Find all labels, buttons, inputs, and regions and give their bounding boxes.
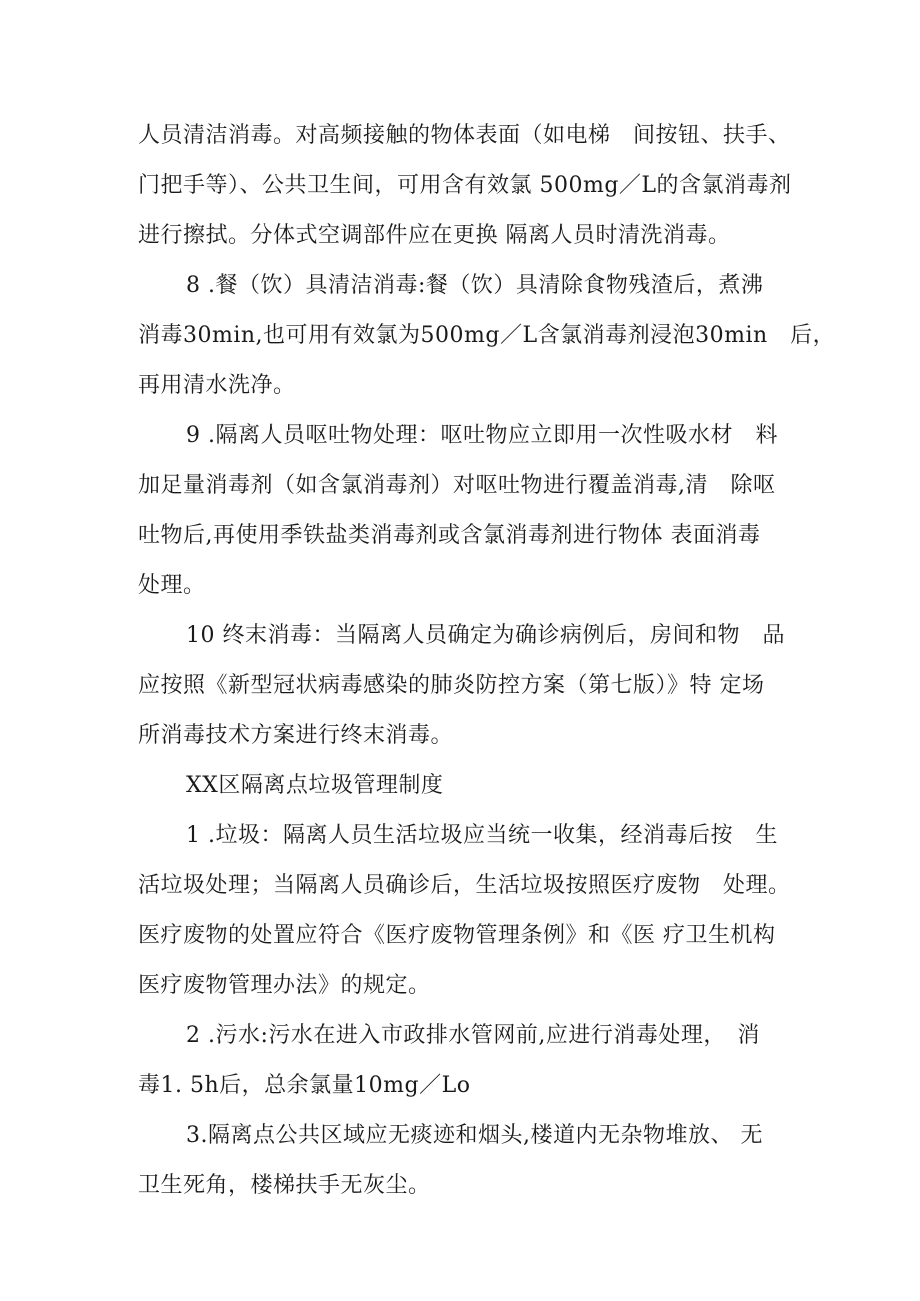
text-line: 应按照《新型冠状病毒感染的肺炎防控方案（第七版）》特 定场 [138,673,765,698]
text-line: 医疗废物的处置应符合《医疗废物管理条例》和《医 疗卫生机构 [138,923,776,948]
text-line: 门把手等）、公共卫生间，可用含有效氯 500mg／L的含氯消毒剂 [138,173,792,198]
paragraph-1-heading-line: 1 .垃圾：隔离人员生活垃圾应当统一收集，经消毒后按 生 [186,823,778,848]
text-line: 人员清洁消毒。对高频接触的物体表面（如电梯 间按钮、扶手、 [138,123,791,148]
text-line: 毒1. 5h后，总余氯量10mg／Lo [138,1073,471,1098]
text-line: 进行擦拭。分体式空调部件应在更换 隔离人员时清洗消毒。 [138,223,731,248]
paragraph-9-heading-line: 9 .隔离人员呕吐物处理：呕吐物应立即用一次性吸水材 料 [186,423,778,448]
text-line: 消毒30min,也可用有效氯为500mg／L含氯消毒剂浸泡30min 后， [138,323,836,348]
text-line: 处理。 [138,573,206,598]
text-line: 医疗废物管理办法》的规定。 [138,973,431,998]
text-line: 所消毒技术方案进行终末消毒。 [138,723,454,748]
paragraph-10-heading-line: 10 终末消毒：当隔离人员确定为确诊病例后，房间和物 品 [186,623,785,648]
text-line: 再用清水洗净。 [138,373,296,398]
paragraph-3-heading-line: 3.隔离点公共区域应无痰迹和烟头,楼道内无杂物堆放、 无 [186,1123,763,1148]
text-line: 卫生死角，楼梯扶手无灰尘。 [138,1173,431,1198]
section-title: XX区隔离点垃圾管理制度 [186,773,444,798]
paragraph-8-heading-line: 8 .餐（饮）具清洁消毒:餐（饮）具清除食物残渣后，煮沸 [186,273,764,298]
paragraph-2-heading-line: 2 .污水:污水在进入市政排水管网前,应进行消毒处理， 消 [186,1023,760,1048]
text-line: 加足量消毒剂（如含氯消毒剂）对呕吐物进行覆盖消毒,清 除呕 [138,473,776,498]
text-line: 活垃圾处理；当隔离人员确诊后，生活垃圾按照医疗废物 处理。 [138,873,791,898]
text-line: 吐物后,再使用季铁盐类消毒剂或含氯消毒剂进行物体 表面消毒 [138,523,761,548]
